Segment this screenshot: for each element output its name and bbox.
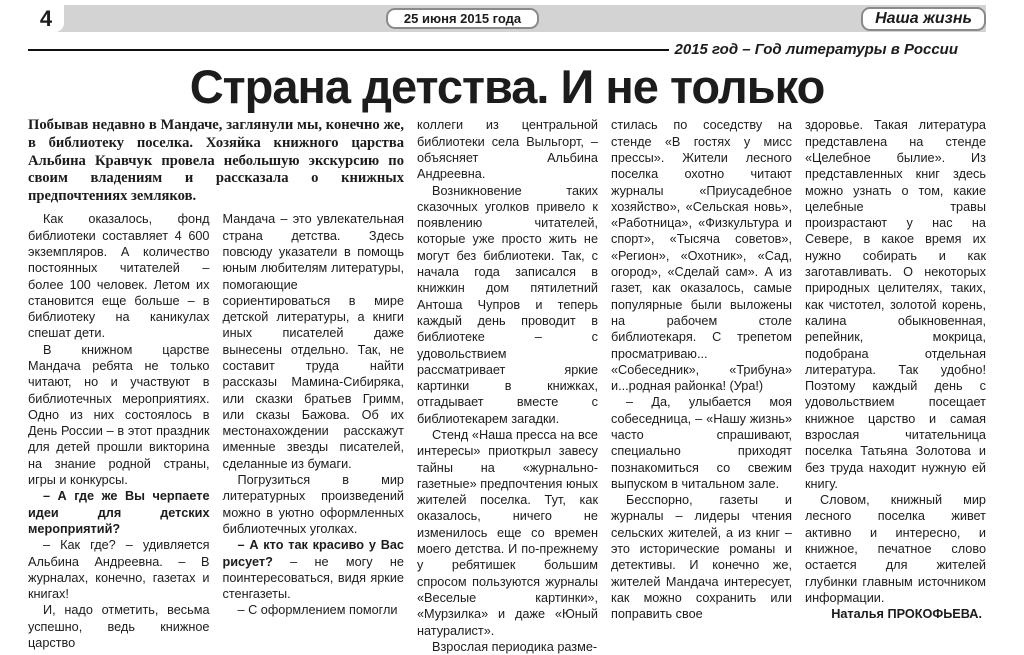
article-body (28, 117, 986, 655)
paragraph: Стенд «Наша пресса на все интересы» приоткрыл завесу тайны на «журнально-газетные» предпочтения юных жителей поселка. Тут, как оказалось, ничего не изменилось еще со времен моего детства. И по-прежнему у ребятишек большим спросом пользуются журналы «Веселые картинки», «Мурзилка» и даже «Юный натуралист». (417, 427, 598, 638)
paragraph: Возникновение таких сказочных уголков привело к появлению читателей, которые уже просто жить не могут без библиотеки. Так, с начала года записался в книжкин дом пятилетний Антоша Чупров и теперь каждый день проводит в библиотеке – с удовольствием рассматривает яркие картинки в книжках, отгадывает вместе с библиотекарем загадки. (417, 183, 598, 426)
paragraph: – Как где? – удивляется Альбина Андреевна. – В журналах, конечно, газетах и книгах! (28, 538, 210, 602)
paragraph: – А кто так красиво у Вас рисует? – не могу не поинтересоваться, видя яркие стенгазеты. (222, 538, 404, 602)
paragraph: стилась по соседству на стенде «В гостях у мисс прессы». Жители лесного поселка охотно читают журналы «Приусадебное хозяйство», «Сельская новь», «Работница», «Физкультура и спорт», «Тысяча советов», «Регион», «Охотник», «Сад, огород», «Сделай сам». А из газет, как оказалось, самые популярные были выложены на рабочем столе библиотекаря. С трепетом просматриваю... «Собеседник», «Трибуна» и...родная районка! (Ура!) (611, 118, 792, 394)
paragraph: Словом, книжный мир лесного поселка живет активно и интересно, и книжное, печатное слово остается для жителей глубинки главным источником информации. (805, 493, 986, 605)
newspaper-page (0, 5, 1024, 655)
byline: Наталья ПРОКОФЬЕВА. (831, 607, 982, 622)
paragraph: – Да, улыбается моя собеседница, – «Нашу жизнь» часто спрашивают, специально приходят познакомиться со свежим выпуском в читальном зале. (611, 395, 792, 491)
paragraph: И, надо отметить, весьма успешно, ведь книжное царство (28, 603, 210, 651)
paragraph: – А где же Вы черпаете идеи для детских мероприятий? (28, 489, 210, 536)
paragraph: Как оказалось, фонд библиотеки составляет 4 600 экземпляров. А количество постоянных читателей – более 100 человек. Летом их становится еще больше – в библиотеку на каникулах спешат дети. (28, 212, 210, 341)
paragraph: Взрослая периодика разме- (432, 639, 598, 654)
paragraph: Бесспорно, газеты и журналы – лидеры чтения сельских жителей, а из книг – это исторические романы и детективы. И конечно же, жителей Мандача интересует, как можно сохранить или поправить свое (611, 493, 792, 622)
year-of-literature-slogan: 2015 год – Год литературы в России (674, 41, 958, 58)
paragraph: – С оформлением помогли (237, 603, 398, 618)
page-number: 4 (28, 5, 64, 32)
paragraph: В книжном царстве Мандача ребята не только читают, но и участвуют в библиотечных мероприятиях. Одно из них состоялось в День России – в этот праздник для детей прошли викторина на знание родной страны, игры и конкурсы. (28, 342, 210, 488)
paragraph: Погрузиться в мир литературных произведений можно в уютно оформленных библиотечных уголках. (222, 473, 404, 536)
article-headline: Страна детства. И не только (189, 60, 825, 113)
paragraph: коллеги из центральной библиотеки села Выльгорт, – объясняет Альбина Андреевна. (417, 118, 598, 182)
article-column (223, 211, 405, 655)
slogan-row (28, 41, 958, 58)
paragraph: Мандача – это увлекательная страна детства. Здесь повсюду указатели в помощь юным любителям литературы, помогающие сориентироваться в мире детской литературы, а книги иных писателей даже вынесены отдельно. Так, не составит труда найти рассказы Мамина-Сибиряка, или сказки братьев Гримм, или сказы Бажова. Об их местонахождении расскажут именные звезды писателей, сделанные из бумаги. (222, 212, 404, 471)
article-column (417, 117, 598, 655)
newspaper-title: Наша жизнь (861, 7, 986, 31)
article-column (611, 117, 792, 655)
article-column (805, 117, 986, 655)
header-bar (28, 5, 986, 32)
lede-and-first-columns (28, 117, 404, 655)
paragraph: здоровье. Такая литература представлена на стенде «Целебное былие». Из представленных книг здесь можно узнать о том, какие целебные травы произрастают у нас на Севере, в какое время их нужно собирать и как заготавливать. О некоторых природных целителях, таких, как чистотел, золотой корень, калина обыкновенная, репейник, мокрица, подобрана отдельная литература. Так удобно! Поэтому каждый день с удовольствием посещает книжное царство и самая взрослая читательница поселка Татьяна Золотова и без труда находит нужную ей книгу. (805, 118, 986, 491)
article-column (28, 211, 210, 655)
first-two-columns (28, 211, 404, 655)
article-lede: Побывав недавно в Мандаче, заглянули мы, конечно же, в библиотеку поселка. Хозяйка книжного царства Альбина Кравчук провела небольшую экскурсию по своим владениям и рассказала о книжных предпочтениях земляков. (28, 117, 404, 204)
issue-date: 25 июня 2015 года (386, 8, 539, 29)
slogan-rule (28, 49, 669, 51)
